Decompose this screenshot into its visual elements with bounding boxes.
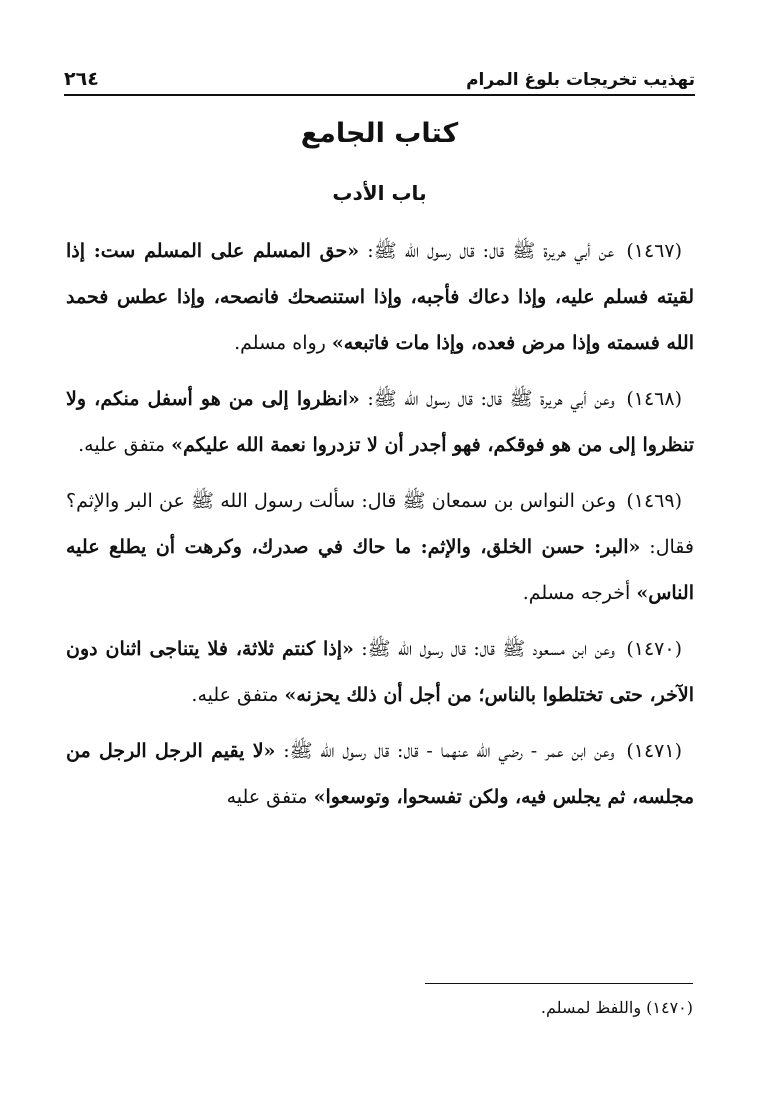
book-title: تهذيب تخريجات بلوغ المرام <box>466 70 695 90</box>
hadith-speech: «لا يقيم الرجل الرجل من مجلسه، ثم يجلس فيه، ولكن تفسحوا، وتوسعوا» <box>66 740 694 808</box>
section-title: باب الأدب <box>332 181 427 205</box>
footnote-rule <box>425 983 693 984</box>
hadith-1468 <box>66 376 694 468</box>
hadith-number: (١٤٦٧) <box>626 240 682 262</box>
hadith-source: متفق عليه <box>226 786 308 808</box>
hadith-source: أخرجه مسلم. <box>522 582 631 604</box>
header-rule <box>64 94 695 96</box>
running-header <box>64 62 695 90</box>
hadith-source: متفق عليه. <box>78 434 166 456</box>
hadith-list <box>66 228 694 830</box>
chapter-title: كتاب الجامع <box>300 118 459 149</box>
hadith-intro: وعن النواس بن سمعان ﷺ قال: سألت رسول الله ﷺ عن البر والإثم؟ فقال: <box>66 490 694 558</box>
hadith-speech: «إذا كنتم ثلاثة، فلا يتناجى اثنان دون الآخر، حتى تختلطوا بالناس؛ من أجل أن ذلك يحزنه» <box>66 638 694 706</box>
hadith-1471 <box>66 728 694 820</box>
hadith-1467 <box>66 228 694 366</box>
hadith-speech: «انظروا إلى من هو أسفل منكم، ولا تنظروا إلى من هو فوقكم، فهو أجدر أن لا تزدروا نعمة الله عليكم» <box>66 388 694 456</box>
hadith-intro: وعن ابن مسعود ﷺ قال: قال رسول الله ﷺ: <box>361 638 615 660</box>
hadith-number: (١٤٦٩) <box>626 490 682 512</box>
hadith-number: (١٤٧١) <box>626 740 682 762</box>
hadith-intro: وعن أبي هريرة ﷺ قال: قال رسول الله ﷺ: <box>367 388 615 410</box>
hadith-source: متفق عليه. <box>191 684 279 706</box>
hadith-1470 <box>66 626 694 718</box>
hadith-1469 <box>66 478 694 616</box>
hadith-number: (١٤٦٨) <box>626 388 682 410</box>
hadith-intro: وعن ابن عمر - رضي الله عنهما - قال: قال رسول الله ﷺ: <box>283 740 615 762</box>
page-number: ٢٦٤ <box>64 68 99 90</box>
hadith-source: رواه مسلم. <box>234 332 326 354</box>
hadith-intro: عن أبي هريرة ﷺ قال: قال رسول الله ﷺ: <box>367 240 615 262</box>
hadith-speech: «البر: حسن الخلق، والإثم: ما حاك في صدرك، وكرهت أن يطلع عليه الناس» <box>66 536 694 604</box>
footnote: (١٤٧٠) واللفظ لمسلم. <box>540 998 693 1017</box>
hadith-number: (١٤٧٠) <box>626 638 682 660</box>
hadith-speech: «حق المسلم على المسلم ست: إذا لقيته فسلم عليه، وإذا دعاك فأجبه، وإذا استنصحك فانصحه، وإذا عطس فحمد الله فسمته وإذا مرض فعده، وإذا مات فاتبعه» <box>66 240 694 354</box>
